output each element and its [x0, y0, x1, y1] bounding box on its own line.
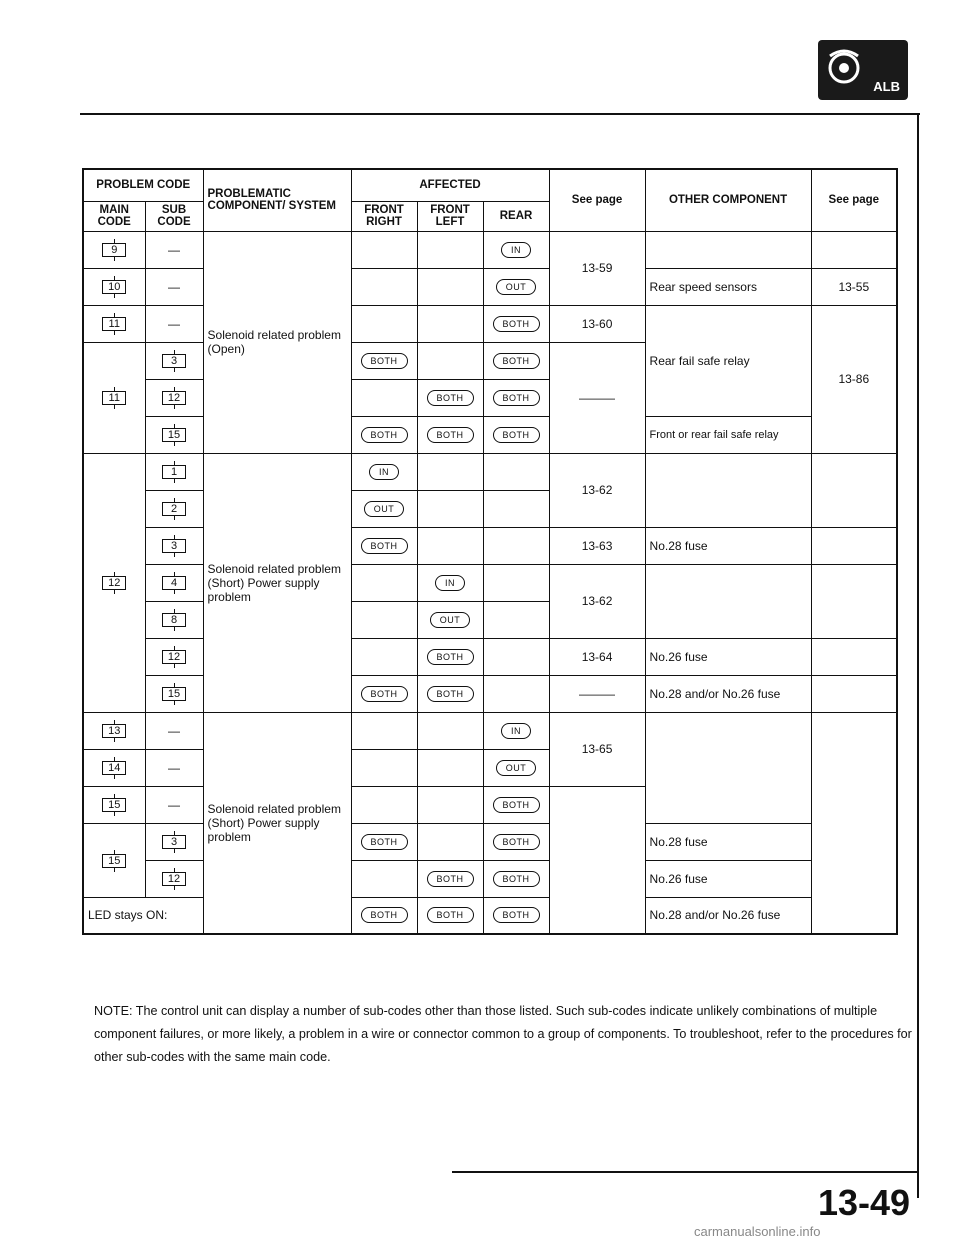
- both-pill: BOTH: [493, 427, 540, 443]
- dash: —: [145, 231, 203, 268]
- both-pill: BOTH: [361, 538, 408, 554]
- sub-code: 12: [162, 650, 186, 664]
- both-pill: BOTH: [493, 834, 540, 850]
- main-code: 15: [102, 854, 126, 868]
- both-pill: BOTH: [493, 907, 540, 923]
- other-component: No.28 fuse: [645, 823, 811, 860]
- both-pill: BOTH: [427, 390, 474, 406]
- dash: —: [145, 712, 203, 749]
- other-component: No.26 fuse: [645, 638, 811, 675]
- both-pill: BOTH: [427, 686, 474, 702]
- in-pill: IN: [435, 575, 465, 591]
- rear-header: REAR: [483, 201, 549, 231]
- both-pill: BOTH: [361, 907, 408, 923]
- system-short-power: Solenoid related problem (Short) Power supply problem: [203, 453, 351, 712]
- other-component: No.28 and/or No.26 fuse: [645, 897, 811, 934]
- problem-code-table: [82, 168, 898, 935]
- see-page-other: 13-55: [811, 268, 897, 305]
- both-pill: BOTH: [493, 390, 540, 406]
- main-code: 11: [102, 317, 126, 331]
- page-number: 13-49: [818, 1182, 911, 1223]
- see-page: 13-63: [549, 527, 645, 564]
- sub-code: 3: [162, 539, 186, 553]
- watermark: carmanualsonline.info: [694, 1224, 821, 1239]
- out-pill: OUT: [496, 279, 537, 295]
- see-page: ———: [549, 342, 645, 453]
- see-page: 13-59: [549, 231, 645, 305]
- other-component-header: OTHER COMPONENT: [645, 169, 811, 231]
- front-left-header: FRONT LEFT: [417, 201, 483, 231]
- sub-code: 15: [162, 428, 186, 442]
- main-code: 12: [102, 576, 126, 590]
- sub-code: 3: [162, 835, 186, 849]
- main-code: 14: [102, 761, 126, 775]
- sub-code: 3: [162, 354, 186, 368]
- main-code: 9: [102, 243, 126, 257]
- affected-header: AFFECTED: [351, 169, 549, 201]
- brake-disc-icon: [826, 46, 866, 86]
- other-component: Rear speed sensors: [645, 268, 811, 305]
- led-stays-on: LED stays ON:: [83, 897, 203, 934]
- problem-code-header: PROBLEM CODE: [83, 169, 203, 201]
- sub-code: 15: [162, 687, 186, 701]
- other-component: No.28 fuse: [645, 527, 811, 564]
- alb-logo: [818, 40, 908, 100]
- see-page: ———: [549, 675, 645, 712]
- out-pill: OUT: [496, 760, 537, 776]
- both-pill: BOTH: [361, 834, 408, 850]
- system-short-power-2: Solenoid related problem (Short) Power supply problem: [203, 712, 351, 934]
- both-pill: BOTH: [493, 871, 540, 887]
- in-pill: IN: [369, 464, 399, 480]
- dash: —: [145, 268, 203, 305]
- see-page-header-2: See page: [811, 169, 897, 231]
- in-pill: IN: [501, 242, 531, 258]
- sub-code: 1: [162, 465, 186, 479]
- see-page-other: 13-86: [811, 305, 897, 453]
- both-pill: BOTH: [427, 427, 474, 443]
- top-rule: [80, 113, 920, 115]
- both-pill: BOTH: [493, 353, 540, 369]
- sub-code: 2: [162, 502, 186, 516]
- component-header: PROBLEMATIC COMPONENT/ SYSTEM: [203, 169, 351, 231]
- both-pill: BOTH: [493, 797, 540, 813]
- main-code-header: MAIN CODE: [83, 201, 145, 231]
- both-pill: BOTH: [427, 871, 474, 887]
- front-right-header: FRONT RIGHT: [351, 201, 417, 231]
- other-component: Rear fail safe relay: [645, 305, 811, 416]
- see-page-header: See page: [549, 169, 645, 231]
- sub-code: 12: [162, 391, 186, 405]
- dash: —: [145, 786, 203, 823]
- other-component: No.26 fuse: [645, 860, 811, 897]
- sub-code: 4: [162, 576, 186, 590]
- see-page: 13-65: [549, 712, 645, 786]
- dash: —: [145, 749, 203, 786]
- logo-text: ALB: [873, 79, 900, 94]
- see-page: 13-62: [549, 453, 645, 527]
- other-component: No.28 and/or No.26 fuse: [645, 675, 811, 712]
- see-page: 13-62: [549, 564, 645, 638]
- right-rule: [917, 113, 919, 1198]
- main-code: 10: [102, 280, 126, 294]
- sub-code: 8: [162, 613, 186, 627]
- note-text: NOTE: The control unit can display a number of sub-codes other than those listed. Such sub-codes indicate unlikely combinations of multiple component failures, or more likely, a problem in a wire or connector common to a group of components. To troubleshoot, refer to the procedures for other sub-codes with the same main code.: [94, 1004, 912, 1064]
- see-page: 13-60: [549, 305, 645, 342]
- system-open: Solenoid related problem (Open): [203, 231, 351, 453]
- both-pill: BOTH: [427, 907, 474, 923]
- dash: —: [145, 305, 203, 342]
- sub-code-header: SUB CODE: [145, 201, 203, 231]
- out-pill: OUT: [364, 501, 405, 517]
- both-pill: BOTH: [361, 686, 408, 702]
- both-pill: BOTH: [493, 316, 540, 332]
- out-pill: OUT: [430, 612, 471, 628]
- both-pill: BOTH: [361, 427, 408, 443]
- main-code: 13: [102, 724, 126, 738]
- main-code: 11: [102, 391, 126, 405]
- see-page: 13-64: [549, 638, 645, 675]
- bottom-rule: [452, 1171, 918, 1173]
- other-component: Front or rear fail safe relay: [645, 416, 811, 453]
- sub-code: 12: [162, 872, 186, 886]
- both-pill: BOTH: [361, 353, 408, 369]
- main-code: 15: [102, 798, 126, 812]
- in-pill: IN: [501, 723, 531, 739]
- both-pill: BOTH: [427, 649, 474, 665]
